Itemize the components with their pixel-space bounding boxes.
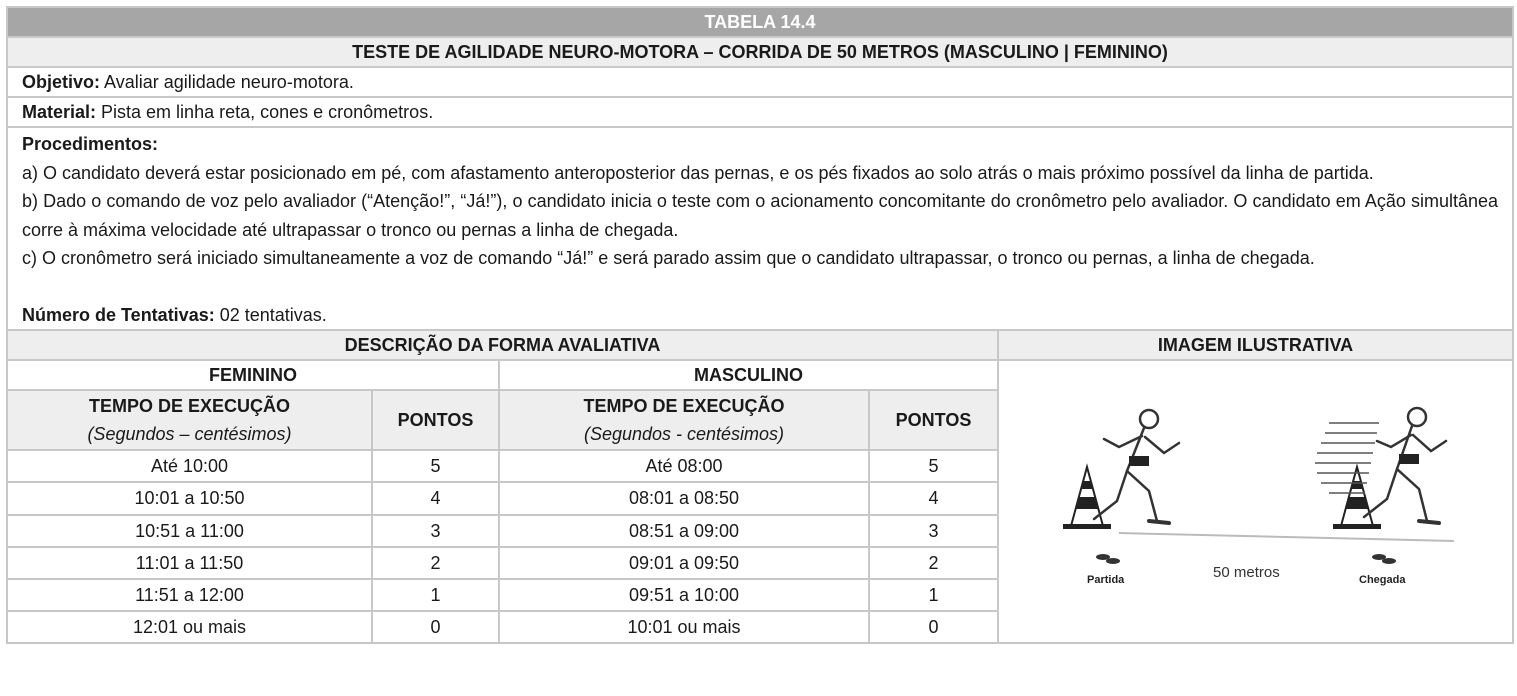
female-time-subtitle: (Segundos – centésimos) xyxy=(87,424,292,445)
male-points-cell: 4 xyxy=(869,482,998,514)
male-time-cell: 09:01 a 09:50 xyxy=(499,547,869,579)
female-time-title: TEMPO DE EXECUÇÃO xyxy=(88,396,291,417)
female-points-cell: 3 xyxy=(372,515,499,547)
female-points-cell: 5 xyxy=(372,450,499,482)
finish-label: Chegada xyxy=(1359,574,1406,586)
male-points-cell: 5 xyxy=(869,450,998,482)
procedures-block xyxy=(7,127,1513,330)
procedure-item-a: a) O candidato deverá estar posicionado em pé, com afastamento anteroposterior das pernas, e os pés fixados ao solo atrás o mais próximo possível da linha de partida. xyxy=(22,162,1374,183)
female-points-cell: 4 xyxy=(372,482,499,514)
procedure-item-b: b) Dado o comando de voz pelo avaliador (“Atenção!”, “Já!”), o candidato inicia o teste com o acionamento concomitante do cronômetro pelo avaliador. O candidato em Ação simultânea corre à máxima velocidade até ultrapassar o tronco ou pernas a linha de chegada. xyxy=(22,191,1499,240)
female-time-cell: 11:51 a 12:00 xyxy=(7,579,372,611)
procedure-item-c: c) O cronômetro será iniciado simultaneamente a voz de comando “Já!” e será parado assim que o candidato ultrapassar, o tronco ou pernas, a linha de chegada. xyxy=(22,248,1315,268)
document-table-container xyxy=(6,6,1512,644)
finish-feet-icon xyxy=(1372,554,1396,564)
evaluation-header: DESCRIÇÃO DA FORMA AVALIATIVA xyxy=(7,330,998,360)
attempts-text: 02 tentativas. xyxy=(214,304,327,325)
male-time-cell: 08:51 a 09:00 xyxy=(499,515,869,547)
male-time-header xyxy=(499,390,869,450)
male-points-cell: 1 xyxy=(869,579,998,611)
female-points-header: PONTOS xyxy=(372,390,499,450)
male-points-cell: 3 xyxy=(869,515,998,547)
female-header: FEMININO xyxy=(7,360,499,390)
male-points-cell: 2 xyxy=(869,547,998,579)
image-header: IMAGEM ILUSTRATIVA xyxy=(998,330,1513,360)
objective-label: Objetivo: xyxy=(22,72,101,92)
female-points-cell: 2 xyxy=(372,547,499,579)
objective-text: Avaliar agilidade neuro-motora. xyxy=(100,72,354,92)
agility-test-table xyxy=(6,6,1514,644)
male-time-cell: 08:01 a 08:50 xyxy=(499,482,869,514)
female-time-header xyxy=(7,390,372,450)
male-time-subtitle: (Segundos - centésimos) xyxy=(583,424,785,445)
male-points-header: PONTOS xyxy=(869,390,998,450)
material-label: Material: xyxy=(22,102,97,122)
objective-row xyxy=(7,67,1513,97)
illustration-cell xyxy=(998,360,1513,643)
female-points-cell: 1 xyxy=(372,579,499,611)
male-time-title: TEMPO DE EXECUÇÃO xyxy=(583,396,785,417)
start-feet-icon xyxy=(1096,554,1120,564)
finish-cone-icon xyxy=(1333,467,1381,529)
material-row xyxy=(7,97,1513,127)
speed-lines-icon xyxy=(1315,423,1379,493)
finish-runner-icon xyxy=(1364,408,1446,523)
start-runner-icon xyxy=(1094,410,1179,523)
start-label: Partida xyxy=(1087,574,1125,586)
female-time-cell: 10:51 a 11:00 xyxy=(7,515,372,547)
female-time-cell: 11:01 a 11:50 xyxy=(7,547,372,579)
distance-label: 50 metros xyxy=(1213,564,1280,581)
female-time-cell: 12:01 ou mais xyxy=(7,611,372,643)
female-time-cell: 10:01 a 10:50 xyxy=(7,482,372,514)
female-points-cell: 0 xyxy=(372,611,499,643)
procedures-label: Procedimentos: xyxy=(22,134,159,154)
male-time-cell: 10:01 ou mais xyxy=(499,611,869,643)
male-header: MASCULINO xyxy=(499,360,998,390)
material-text: Pista em linha reta, cones e cronômetros. xyxy=(96,102,434,122)
running-illustration xyxy=(999,361,1512,637)
start-cone-icon xyxy=(1063,467,1111,529)
female-time-cell: Até 10:00 xyxy=(7,450,372,482)
male-time-cell: 09:51 a 10:00 xyxy=(499,579,869,611)
attempts-label: Número de Tentativas: xyxy=(22,304,215,325)
test-title: TESTE DE AGILIDADE NEURO-MOTORA – CORRIDA DE 50 METROS (MASCULINO | FEMININO) xyxy=(7,37,1513,67)
male-time-cell: Até 08:00 xyxy=(499,450,869,482)
male-points-cell: 0 xyxy=(869,611,998,643)
track-line xyxy=(1119,533,1454,541)
table-number-title: TABELA 14.4 xyxy=(7,7,1513,37)
